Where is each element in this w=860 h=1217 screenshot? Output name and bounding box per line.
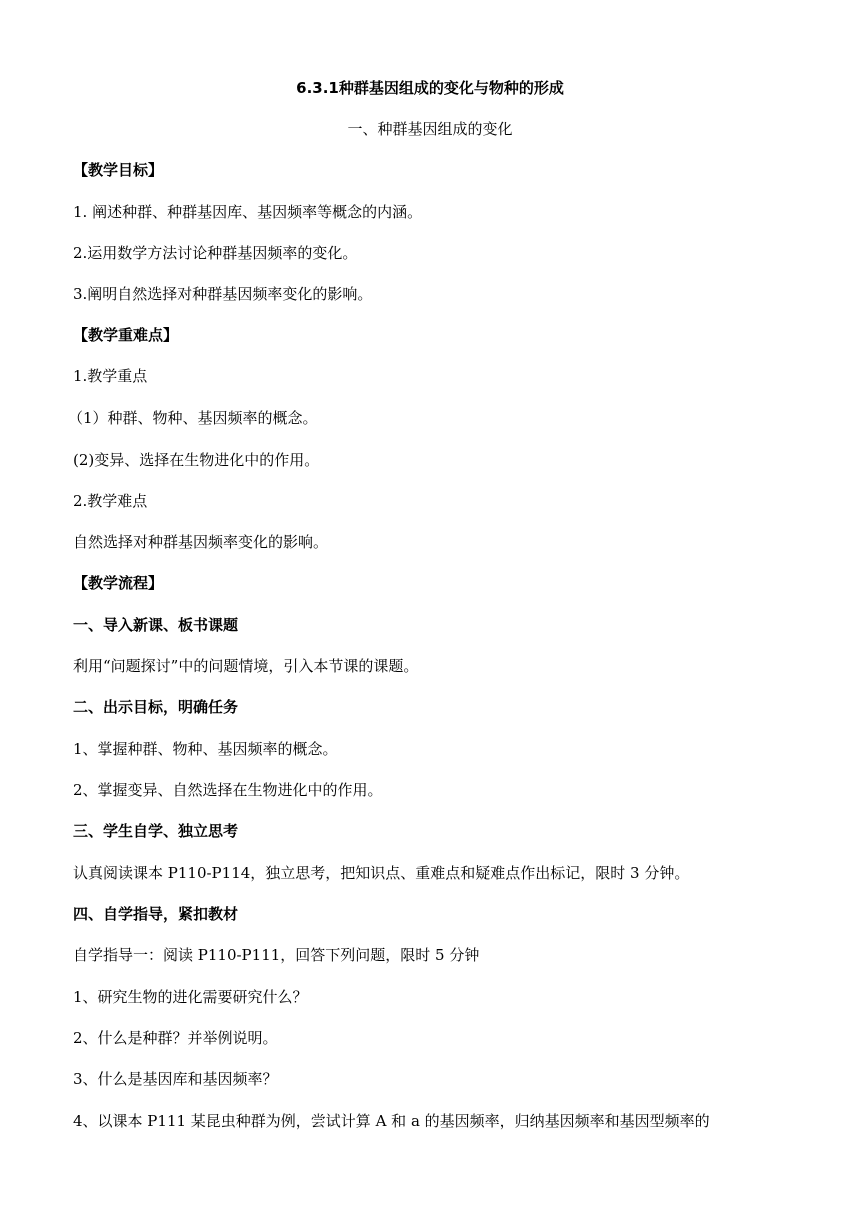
subsection-heading: 一、导入新课、板书课题 <box>73 616 239 634</box>
paragraph-line: 认真阅读课本 P110-P114，独立思考，把知识点、重难点和疑难点作出标记，限时 3 分钟。 <box>73 864 690 882</box>
section-heading-key-points: 【教学重难点】 <box>73 326 179 344</box>
paragraph-line: 自然选择对种群基因频率变化的影响。 <box>73 533 329 551</box>
section-heading-teaching-process: 【教学流程】 <box>73 574 164 592</box>
subsection-heading: 四、自学指导，紧扣教材 <box>73 905 239 923</box>
subsection-heading: 三、学生自学、独立思考 <box>73 822 239 840</box>
subsection-heading: 二、出示目标，明确任务 <box>73 698 239 716</box>
paragraph-line: 4、以课本 P111 某昆虫种群为例，尝试计算 A 和 a 的基因频率，归纳基因频率和基因型频率的 <box>73 1112 710 1130</box>
paragraph-line: （1）种群、物种、基因频率的概念。 <box>68 409 318 427</box>
paragraph-line: 2.教学难点 <box>73 492 148 510</box>
paragraph-line: 1、掌握种群、物种、基因频率的概念。 <box>73 740 338 758</box>
paragraph-line: 3.阐明自然选择对种群基因频率变化的影响。 <box>73 285 373 303</box>
paragraph-line: 2、什么是种群？并举例说明。 <box>73 1029 278 1047</box>
document-subtitle: 一、种群基因组成的变化 <box>347 120 513 138</box>
paragraph-line: 1. 阐述种群、种群基因库、基因频率等概念的内涵。 <box>73 203 423 221</box>
paragraph-line: (2)变异、选择在生物进化中的作用。 <box>73 451 320 469</box>
paragraph-line: 3、什么是基因库和基因频率？ <box>73 1070 278 1088</box>
document-title: 6.3.1种群基因组成的变化与物种的形成 <box>296 79 564 97</box>
paragraph-line: 2、掌握变异、自然选择在生物进化中的作用。 <box>73 781 383 799</box>
paragraph-line: 2.运用数学方法讨论种群基因频率的变化。 <box>73 244 358 262</box>
paragraph-line: 1.教学重点 <box>73 367 148 385</box>
paragraph-line: 利用“问题探讨”中的问题情境，引入本节课的课题。 <box>73 657 419 675</box>
section-heading-teaching-goals: 【教学目标】 <box>73 161 164 179</box>
paragraph-line: 自学指导一：阅读 P110-P111，回答下列问题，限时 5 分钟 <box>73 946 480 964</box>
paragraph-line: 1、研究生物的进化需要研究什么？ <box>73 988 308 1006</box>
